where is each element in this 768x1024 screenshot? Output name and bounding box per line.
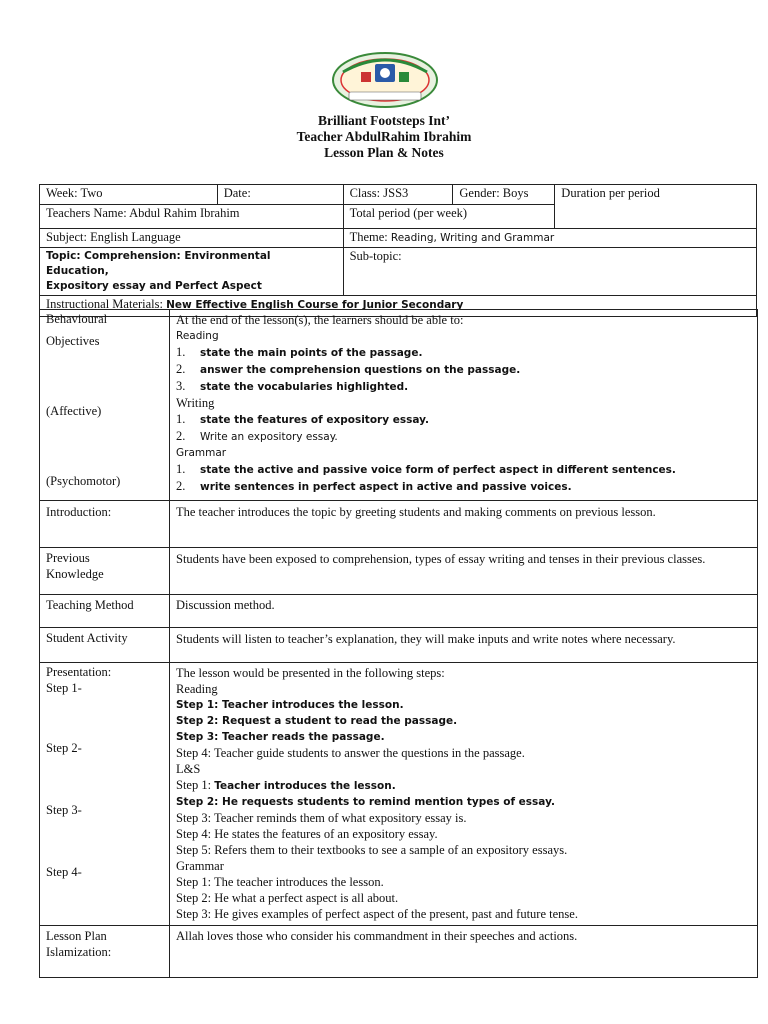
document-title: Lesson Plan & Notes <box>324 145 444 160</box>
psychomotor-label: (Psychomotor) <box>46 474 121 488</box>
ls-heading: L&S <box>176 762 201 776</box>
list-number: 3. <box>176 379 186 393</box>
subject-cell: Subject: English Language <box>40 229 344 248</box>
class-cell: Class: JSS3 <box>343 185 453 205</box>
previous-knowledge-label-cell <box>40 548 170 595</box>
presentation-label-cell <box>40 663 170 926</box>
objective-text: answer the comprehension questions on the passage. <box>200 364 521 376</box>
reading-heading: Reading <box>176 330 219 342</box>
lesson-plan-label: Lesson Plan <box>46 929 107 943</box>
ls-step: Step 4: He states the features of an expository essay. <box>176 827 438 841</box>
ls-step: Step 5: Refers them to their textbooks to see a sample of an expository essays. <box>176 843 568 857</box>
step-1-label: Step 1- <box>46 681 82 695</box>
list-number: 1. <box>176 462 186 476</box>
reading-step: Step 4: Teacher guide students to answer the questions in the passage. <box>176 746 525 760</box>
grammar-step: Step 1: The teacher introduces the lesson. <box>176 875 384 889</box>
objectives-label-cell <box>40 310 170 501</box>
lesson-info-table <box>39 184 757 317</box>
list-number: 2. <box>176 429 186 443</box>
list-number: 1. <box>176 412 186 426</box>
teacher-name-cell: Teachers Name: Abdul Rahim Ibrahim <box>40 205 344 229</box>
reading-objective <box>176 361 751 378</box>
introduction-text: The teacher introduces the topic by greeting students and making comments on previous lesson. <box>170 501 758 548</box>
list-number: 1. <box>176 345 186 359</box>
ls-step-text: Teacher introduces the lesson. <box>214 780 396 792</box>
objective-text: state the vocabularies highlighted. <box>200 381 409 393</box>
grammar-step: Step 2: He what a perfect aspect is all about. <box>176 891 399 905</box>
grammar-step: Step 3: He gives examples of perfect aspect of the present, past and future tense. <box>176 907 578 921</box>
reading-step: Step 3: Teacher reads the passage. <box>176 731 385 743</box>
materials-value: New Effective English Course for Junior Secondary <box>166 299 464 311</box>
teacher-heading: Teacher AbdulRahim Ibrahim <box>296 129 472 144</box>
objective-text: write sentences in perfect aspect in active and passive voices. <box>200 481 572 493</box>
school-logo <box>331 52 439 110</box>
presentation-label: Presentation: <box>46 665 112 679</box>
writing-objective <box>176 411 751 428</box>
grammar-objective <box>176 478 751 495</box>
student-activity-label: Student Activity <box>40 628 170 663</box>
materials-label: Instructional Materials: <box>46 297 167 311</box>
theme-cell <box>343 229 756 248</box>
subtopic-cell: Sub-topic: <box>343 248 756 296</box>
ls-step-prefix: Step 1: <box>176 778 215 792</box>
affective-label: (Affective) <box>46 404 102 418</box>
objectives-intro: At the end of the lesson(s), the learners should be able to: <box>176 313 464 327</box>
reading-objective <box>176 344 751 361</box>
objective-text: Write an expository essay. <box>200 431 338 443</box>
week-cell: Week: Two <box>40 185 218 205</box>
date-cell: Date: <box>217 185 343 205</box>
objective-text: state the features of expository essay. <box>200 414 429 426</box>
objective-text: state the main points of the passage. <box>200 347 423 359</box>
previous-knowledge-text: Students have been exposed to comprehension, types of essay writing and tenses in their previous classes. <box>170 548 758 595</box>
objectives-content-cell <box>170 310 758 501</box>
duration-cell: Duration per period <box>555 185 757 229</box>
presentation-grammar-heading: Grammar <box>176 859 224 873</box>
student-activity-text: Students will listen to teacher’s explanation, they will make inputs and write notes where necessary. <box>170 628 758 663</box>
gender-cell: Gender: Boys <box>453 185 555 205</box>
teaching-method-label: Teaching Method <box>40 595 170 628</box>
reading-step: Step 2: Request a student to read the passage. <box>176 715 458 727</box>
reading-objective <box>176 378 751 395</box>
writing-objective <box>176 428 751 445</box>
school-name: Brilliant Footsteps Int’ <box>317 113 450 128</box>
reading-step: Step 1: Teacher introduces the lesson. <box>176 699 404 711</box>
list-number: 2. <box>176 479 186 493</box>
behavioural-label: Behavioural <box>46 312 108 326</box>
teaching-method-text: Discussion method. <box>170 595 758 628</box>
introduction-label: Introduction: <box>40 501 170 548</box>
islamization-text: Allah loves those who consider his commandment in their speeches and actions. <box>170 926 758 978</box>
islamization-label: Islamization: <box>46 945 112 959</box>
topic-cell <box>40 248 344 296</box>
topic-line-2: Expository essay and Perfect Aspect <box>46 280 262 292</box>
grammar-objective <box>176 461 751 478</box>
theme-label: Theme: <box>349 230 391 244</box>
ls-step: Step 3: Teacher reminds them of what expository essay is. <box>176 811 467 825</box>
objective-text: state the active and passive voice form of perfect aspect in different sentences. <box>200 464 676 476</box>
ls-step <box>176 777 751 794</box>
previous-label: Previous <box>46 551 90 565</box>
theme-value: Reading, Writing and Grammar <box>390 232 555 244</box>
presentation-reading-heading: Reading <box>176 682 218 696</box>
list-number: 2. <box>176 362 186 376</box>
ls-step: Step 2: He requests students to remind mention types of essay. <box>176 796 555 808</box>
writing-heading: Writing <box>176 396 215 410</box>
grammar-heading: Grammar <box>176 447 227 459</box>
step-4-label: Step 4- <box>46 865 82 879</box>
knowledge-label: Knowledge <box>46 567 104 581</box>
topic-line-1: Topic: Comprehension: Environmental Education, <box>46 250 271 277</box>
step-3-label: Step 3- <box>46 803 82 817</box>
lesson-body-table <box>39 309 758 978</box>
total-period-cell: Total period (per week) <box>343 205 555 229</box>
presentation-intro: The lesson would be presented in the following steps: <box>176 666 445 680</box>
step-2-label: Step 2- <box>46 741 82 755</box>
islamization-label-cell <box>40 926 170 978</box>
objectives-label: Objectives <box>46 334 100 348</box>
presentation-content-cell <box>170 663 758 926</box>
